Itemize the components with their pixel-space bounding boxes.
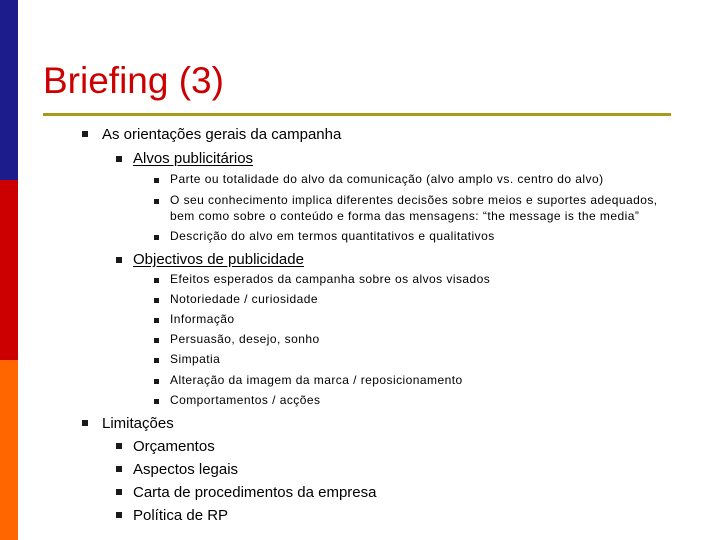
title-underline-rule bbox=[43, 113, 671, 116]
slide-title: Briefing (3) bbox=[43, 60, 224, 101]
bullet-icon bbox=[154, 318, 159, 323]
list-item: O seu conhecimento implica diferentes decisões sobre meios e suportes adequados, bbox=[170, 193, 658, 207]
list-item-continuation: bem como sobre o conteúdo e forma das mensagens: “the message is the media” bbox=[170, 209, 640, 223]
bar-segment-blue bbox=[0, 0, 18, 180]
bar-segment-red bbox=[0, 180, 18, 360]
bullet-icon bbox=[154, 199, 159, 204]
bullet-icon bbox=[116, 466, 122, 472]
left-color-bar bbox=[0, 0, 18, 540]
bullet-icon bbox=[116, 512, 122, 518]
list-item: Orçamentos bbox=[133, 438, 215, 455]
bullet-icon bbox=[82, 420, 88, 426]
list-item: Efeitos esperados da campanha sobre os alvos visados bbox=[170, 272, 491, 286]
list-item: Carta de procedimentos da empresa bbox=[133, 484, 377, 501]
list-item: Notoriedade / curiosidade bbox=[170, 292, 319, 306]
bullet-icon bbox=[154, 178, 159, 183]
bullet-icon bbox=[116, 156, 122, 162]
bullet-icon bbox=[154, 399, 159, 404]
subheading-objectivos: Objectivos de publicidade bbox=[133, 251, 304, 268]
bullet-icon bbox=[154, 235, 159, 240]
list-item: Aspectos legais bbox=[133, 461, 239, 478]
bullet-icon bbox=[154, 298, 159, 303]
list-item: Simpatia bbox=[170, 352, 221, 366]
list-item: Persuasão, desejo, sonho bbox=[170, 332, 320, 346]
list-item: Parte ou totalidade do alvo da comunicação (alvo amplo vs. centro do alvo) bbox=[170, 172, 604, 186]
list-item-orientacoes: As orientações gerais da campanha bbox=[102, 126, 342, 143]
list-item: Política de RP bbox=[133, 507, 229, 524]
bullet-icon bbox=[154, 379, 159, 384]
list-item: Comportamentos / acções bbox=[170, 393, 321, 407]
bullet-icon bbox=[116, 443, 122, 449]
bullet-icon bbox=[116, 489, 122, 495]
list-item: Informação bbox=[170, 312, 235, 326]
bullet-icon bbox=[154, 358, 159, 363]
list-item: Descrição do alvo em termos quantitativos e qualitativos bbox=[170, 229, 495, 243]
bullet-icon bbox=[154, 338, 159, 343]
bullet-icon bbox=[116, 257, 122, 263]
bullet-icon bbox=[154, 278, 159, 283]
bullet-icon bbox=[82, 131, 88, 137]
list-item: Alteração da imagem da marca / reposicionamento bbox=[170, 373, 463, 387]
list-item-limitacoes: Limitações bbox=[102, 415, 174, 432]
bar-segment-orange bbox=[0, 360, 18, 540]
subheading-alvos: Alvos publicitários bbox=[133, 150, 254, 167]
